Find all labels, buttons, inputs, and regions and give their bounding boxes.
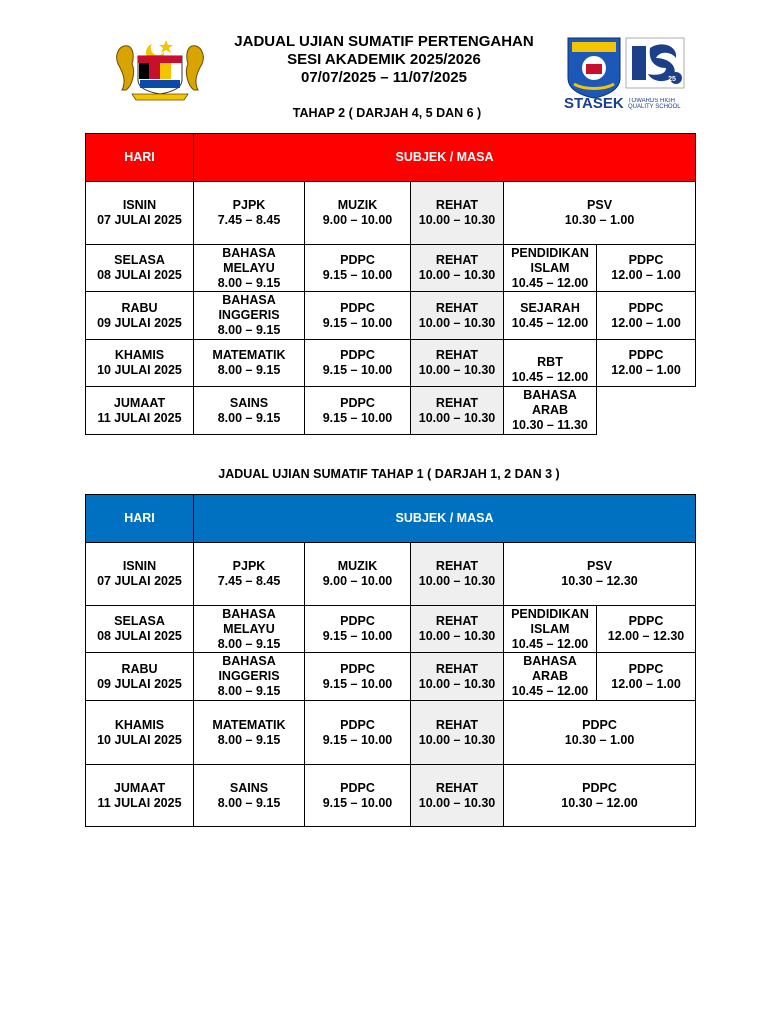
- subject-cell: [194, 606, 305, 653]
- subject-cell: [305, 543, 411, 606]
- cell-text: PENDIDIKAN: [511, 606, 589, 621]
- cell-text: 10.30 – 1.00: [564, 213, 635, 227]
- cell-text: RABU: [121, 300, 158, 315]
- cell-text: 10.00 – 10.30: [418, 213, 496, 227]
- cell-text: 9.15 – 10.00: [322, 363, 393, 377]
- subject-cell: [504, 245, 597, 292]
- cell-text: 08 JULAI 2025: [97, 268, 182, 282]
- col-hari: HARI: [86, 134, 194, 182]
- cell-text: ISNIN: [122, 559, 157, 573]
- row-rabu: [86, 292, 696, 340]
- cell-text: REHAT: [435, 300, 479, 315]
- subject-cell: [597, 653, 696, 701]
- cell-text: 10.30 – 1.00: [564, 732, 635, 747]
- cell-text: MELAYU: [223, 621, 275, 636]
- cell-text: RBT: [537, 355, 563, 369]
- cell-text: PENDIDIKAN: [511, 245, 589, 260]
- cell-text: 10.00 – 10.30: [418, 574, 496, 588]
- cell-text: REHAT: [435, 559, 479, 573]
- cell-text: SAINS: [229, 780, 269, 795]
- cell-text: KHAMIS: [114, 348, 165, 362]
- day-cell: [86, 543, 194, 606]
- cell-text: 09 JULAI 2025: [97, 315, 182, 330]
- subject-cell: [504, 543, 696, 606]
- empty-cell: [597, 387, 696, 435]
- academic-session: SESI AKADEMIK 2025/2026: [287, 51, 481, 68]
- subject-cell: [194, 340, 305, 387]
- subject-cell: [194, 292, 305, 340]
- break-cell: [411, 245, 504, 292]
- cell-text: ISLAM: [530, 621, 570, 636]
- row-khamis: [86, 340, 696, 387]
- school-crest-icon: [568, 38, 620, 98]
- school-logos: [562, 34, 688, 114]
- cell-text: 9.15 – 10.00: [322, 268, 393, 282]
- cell-text: BAHASA: [222, 654, 276, 668]
- day-cell: [86, 182, 194, 245]
- cell-text: 10.45 – 12.00: [511, 684, 589, 698]
- subject-cell: [504, 653, 597, 701]
- break-cell: [411, 182, 504, 245]
- cell-text: 09 JULAI 2025: [97, 676, 182, 691]
- cell-text: PJPK: [232, 198, 266, 212]
- cell-text: 10.00 – 10.30: [418, 629, 496, 643]
- cell-text: REHAT: [435, 614, 479, 628]
- cell-text: 12.00 – 1.00: [611, 363, 681, 377]
- day-cell: [86, 387, 194, 435]
- cell-text: 10.30 – 12.00: [561, 795, 638, 810]
- day-cell: [86, 292, 194, 340]
- subject-cell: [194, 387, 305, 435]
- row-rabu: [86, 653, 696, 701]
- subject-cell: [597, 606, 696, 653]
- document-title: JADUAL UJIAN SUMATIF PERTENGAHAN: [234, 33, 534, 50]
- cell-text: REHAT: [435, 395, 479, 410]
- svg-text:STASEK: STASEK: [564, 95, 624, 112]
- cell-text: 12.00 – 1.00: [611, 315, 681, 330]
- cell-text: MATEMATIK: [212, 717, 286, 732]
- cell-text: 10.00 – 10.30: [418, 676, 496, 691]
- cell-text: 10 JULAI 2025: [97, 363, 182, 377]
- break-cell: [411, 653, 504, 701]
- cell-text: 10.00 – 10.30: [418, 795, 496, 810]
- cell-text: REHAT: [435, 780, 479, 795]
- row-selasa: [86, 606, 696, 653]
- cell-text: 9.15 – 10.00: [322, 629, 393, 643]
- cell-text: 9.15 – 10.00: [322, 795, 393, 810]
- row-jumaat: [86, 765, 696, 827]
- cell-text: PDPC: [628, 661, 664, 676]
- subject-cell: [305, 182, 411, 245]
- tahap2-subtitle: TAHAP 2 ( DARJAH 4, 5 DAN 6 ): [292, 106, 482, 120]
- cell-text: MUZIK: [337, 198, 378, 212]
- cell-text: PDPC: [340, 300, 375, 315]
- break-cell: [411, 387, 504, 435]
- subject-cell: [305, 653, 411, 701]
- break-cell: [411, 292, 504, 340]
- cell-text: 10.00 – 10.30: [418, 315, 496, 330]
- cell-text: 10.00 – 10.30: [418, 410, 496, 425]
- cell-text: 11 JULAI 2025: [97, 410, 182, 425]
- cell-text: ISLAM: [530, 260, 570, 275]
- cell-text: 8.00 – 9.15: [217, 275, 281, 290]
- cell-text: 12.00 – 1.00: [611, 268, 681, 282]
- cell-text: INGGERIS: [218, 308, 280, 322]
- subject-cell: [194, 543, 305, 606]
- cell-text: SELASA: [114, 614, 165, 628]
- col-subjek-masa: SUBJEK / MASA: [194, 134, 696, 182]
- cell-text: BAHASA: [222, 245, 276, 260]
- cell-text: PJPK: [232, 559, 266, 573]
- cell-text: BAHASA: [523, 388, 577, 402]
- day-cell: [86, 701, 194, 765]
- cell-text: ARAB: [531, 669, 569, 683]
- row-isnin: [86, 543, 696, 606]
- cell-text: PDPC: [582, 780, 617, 795]
- tahap1-timetable: [85, 494, 696, 827]
- coat-of-arms-logo: [112, 34, 208, 102]
- subject-cell: [305, 765, 411, 827]
- cell-text: ARAB: [531, 403, 569, 417]
- cell-text: 7.45 – 8.45: [217, 213, 281, 227]
- subject-cell: [305, 292, 411, 340]
- cell-text: 9.15 – 10.00: [322, 676, 393, 691]
- cell-text: INGGERIS: [218, 669, 280, 683]
- subject-cell: [504, 182, 696, 245]
- subject-cell: [305, 606, 411, 653]
- cell-text: MATEMATIK: [212, 348, 286, 362]
- cell-text: PDPC: [628, 348, 664, 362]
- break-cell: [411, 765, 504, 827]
- subject-cell: [305, 245, 411, 292]
- break-cell: [411, 606, 504, 653]
- cell-text: PSV: [587, 559, 613, 573]
- cell-text: 08 JULAI 2025: [97, 629, 182, 643]
- subject-cell: [504, 387, 597, 435]
- day-cell: [86, 340, 194, 387]
- cell-text: 8.00 – 9.15: [217, 323, 281, 337]
- row-isnin: [86, 182, 696, 245]
- cell-text: 10.45 – 12.00: [511, 275, 589, 290]
- subject-cell: [597, 245, 696, 292]
- cell-text: PDPC: [340, 253, 375, 267]
- cell-text: SEJARAH: [520, 300, 580, 315]
- subject-cell: [305, 340, 411, 387]
- break-cell: [411, 543, 504, 606]
- tahap1-subtitle: JADUAL UJIAN SUMATIF TAHAP 1 ( DARJAH 1, 2 DAN 3 ): [218, 467, 560, 481]
- cell-text: PDPC: [628, 253, 664, 267]
- cell-text: 12.00 – 1.00: [611, 676, 681, 691]
- cell-text: BAHASA: [222, 293, 276, 307]
- cell-text: 9.00 – 10.00: [322, 213, 393, 227]
- cell-text: 12.00 – 12.30: [607, 629, 685, 643]
- cell-text: PDPC: [340, 661, 375, 676]
- day-cell: [86, 606, 194, 653]
- cell-text: SELASA: [114, 253, 165, 267]
- cell-text: 8.00 – 9.15: [217, 684, 281, 698]
- break-cell: [411, 701, 504, 765]
- cell-text: REHAT: [435, 661, 479, 676]
- cell-text: 8.00 – 9.15: [217, 363, 281, 377]
- cell-text: PDPC: [340, 395, 375, 410]
- row-khamis: [86, 701, 696, 765]
- cell-text: 10.30 – 11.30: [512, 418, 588, 432]
- cell-text: REHAT: [435, 198, 479, 212]
- cell-text: 7.45 – 8.45: [217, 574, 281, 588]
- cell-text: 11 JULAI 2025: [97, 795, 182, 810]
- cell-text: PDPC: [340, 614, 375, 628]
- subject-cell: [305, 387, 411, 435]
- break-cell: [411, 340, 504, 387]
- cell-text: KHAMIS: [114, 717, 165, 732]
- cell-text: PDPC: [628, 614, 664, 628]
- cell-text: 10.45 – 12.00: [511, 636, 589, 651]
- cell-text: PDPC: [628, 300, 664, 315]
- subject-cell: [194, 182, 305, 245]
- cell-text: REHAT: [435, 348, 479, 362]
- cell-text: 9.15 – 10.00: [322, 315, 393, 330]
- day-cell: [86, 245, 194, 292]
- cell-text: JUMAAT: [113, 780, 166, 795]
- cell-text: ISNIN: [122, 198, 157, 212]
- cell-text: 8.00 – 9.15: [217, 732, 281, 747]
- subject-cell: [194, 701, 305, 765]
- cell-text: 10.00 – 10.30: [418, 363, 496, 377]
- cell-text: PDPC: [582, 717, 617, 732]
- cell-text: 07 JULAI 2025: [97, 574, 182, 588]
- cell-text: PDPC: [340, 780, 375, 795]
- cell-text: MELAYU: [223, 260, 275, 275]
- cell-text: REHAT: [435, 253, 479, 267]
- tahap2-timetable: [85, 133, 696, 435]
- row-selasa: [86, 245, 696, 292]
- subject-cell: [305, 701, 411, 765]
- subject-cell: [194, 765, 305, 827]
- cell-text: PDPC: [340, 348, 375, 362]
- day-cell: [86, 765, 194, 827]
- cell-text: SAINS: [229, 395, 269, 410]
- subject-cell: [597, 292, 696, 340]
- cell-text: 8.00 – 9.15: [217, 795, 281, 810]
- cell-text: PDPC: [340, 717, 375, 732]
- cell-text: JUMAAT: [113, 395, 166, 410]
- tagline: TOWARDS HIGH QUALITY SCHOOL: [628, 98, 681, 110]
- cell-text: MUZIK: [337, 559, 378, 573]
- subject-cell: [504, 292, 597, 340]
- row-jumaat: [86, 387, 696, 435]
- cell-text: RABU: [121, 661, 158, 676]
- cell-text: PSV: [587, 198, 613, 212]
- cell-text: 10.30 – 12.30: [561, 574, 638, 588]
- cell-text: BAHASA: [222, 606, 276, 621]
- subject-cell: [504, 606, 597, 653]
- cell-text: 10.00 – 10.30: [418, 268, 496, 282]
- svg-text:25: 25: [668, 76, 676, 83]
- cell-text: 10 JULAI 2025: [97, 732, 182, 747]
- cell-text: 8.00 – 9.15: [217, 636, 281, 651]
- subject-cell: [504, 701, 696, 765]
- cell-text: 9.00 – 10.00: [322, 574, 393, 588]
- cell-text: 8.00 – 9.15: [217, 410, 281, 425]
- cell-text: 10.45 – 12.00: [511, 370, 589, 384]
- cell-text: 9.15 – 10.00: [322, 410, 393, 425]
- day-cell: [86, 653, 194, 701]
- cell-text: 07 JULAI 2025: [97, 213, 182, 227]
- cell-text: 10.00 – 10.30: [418, 732, 496, 747]
- subject-cell: [597, 340, 696, 387]
- cell-text: 9.15 – 10.00: [322, 732, 393, 747]
- cell-text: BAHASA: [523, 654, 577, 668]
- date-range: 07/07/2025 – 11/07/2025: [301, 69, 467, 86]
- subject-cell: [504, 340, 597, 387]
- col-hari: HARI: [86, 495, 194, 543]
- cell-text: REHAT: [435, 717, 479, 732]
- col-subjek-masa: SUBJEK / MASA: [194, 495, 696, 543]
- subject-cell: [194, 653, 305, 701]
- subject-cell: [194, 245, 305, 292]
- cell-text: 10.45 – 12.00: [511, 315, 589, 330]
- subject-cell: [504, 765, 696, 827]
